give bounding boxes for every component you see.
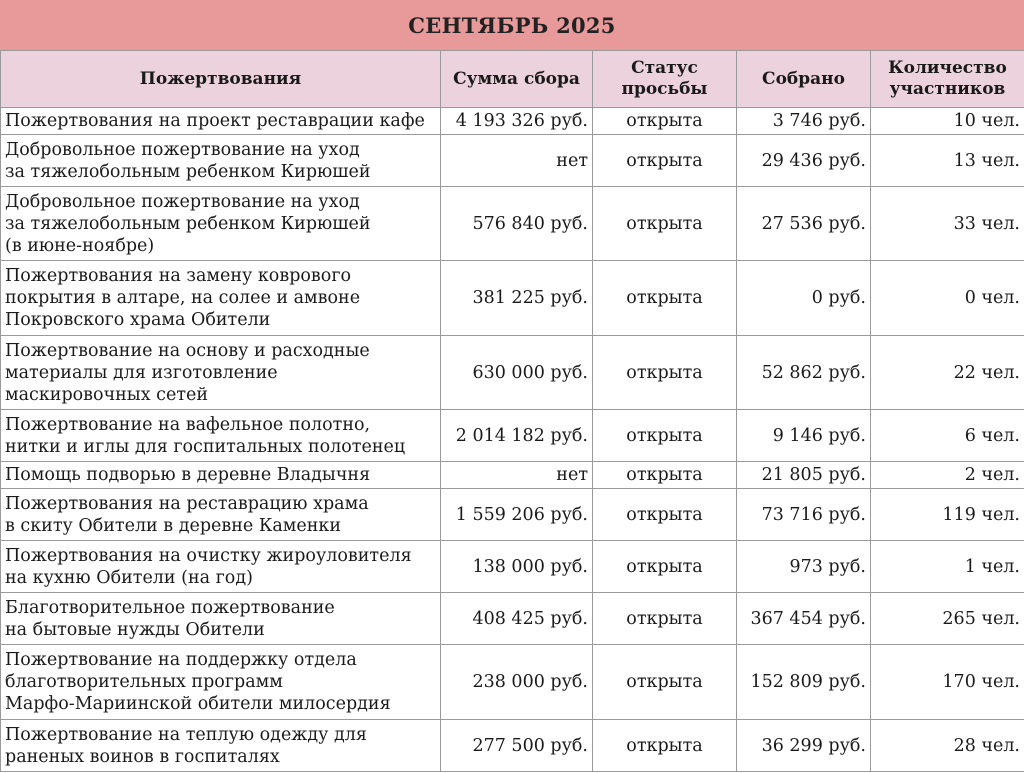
cell-name: Пожертвование на основу и расходные материалы для изготовление маскировочных сетей	[1, 336, 441, 410]
cell-status: открыта	[593, 462, 737, 489]
cell-participants: 0 чел.	[871, 261, 1024, 336]
cell-status: открыта	[593, 593, 737, 645]
cell-name: Добровольное пожертвование на уход за тяжелобольным ребенком Кирюшей (в июне-ноябре)	[1, 187, 441, 261]
header-collected: Собрано	[737, 51, 871, 108]
cell-participants: 6 чел.	[871, 410, 1024, 462]
cell-collected: 21 805 руб.	[737, 462, 871, 489]
table-row	[1, 410, 1024, 462]
table-row	[1, 593, 1024, 645]
cell-name: Пожертвования на очистку жироуловителя на кухню Обители (на год)	[1, 541, 441, 593]
header-row	[1, 51, 1024, 108]
header-goal: Сумма сбора	[441, 51, 593, 108]
cell-name: Пожертвование на поддержку отдела благотворительных программ Марфо-Мариинской обители милосердия	[1, 645, 441, 720]
header-status: Статус просьбы	[593, 51, 737, 108]
table-row	[1, 462, 1024, 489]
table-row	[1, 187, 1024, 261]
cell-name: Пожертвования на замену коврового покрытия в алтаре, на солее и амвоне Покровского храма Обители	[1, 261, 441, 336]
cell-participants: 28 чел.	[871, 720, 1024, 772]
cell-collected: 9 146 руб.	[737, 410, 871, 462]
cell-participants: 2 чел.	[871, 462, 1024, 489]
cell-collected: 36 299 руб.	[737, 720, 871, 772]
cell-participants: 170 чел.	[871, 645, 1024, 720]
cell-goal: 138 000 руб.	[441, 541, 593, 593]
cell-name: Пожертвования на реставрацию храма в скиту Обители в деревне Каменки	[1, 489, 441, 541]
cell-participants: 265 чел.	[871, 593, 1024, 645]
cell-status: открыта	[593, 108, 737, 135]
cell-status: открыта	[593, 187, 737, 261]
cell-participants: 10 чел.	[871, 108, 1024, 135]
cell-participants: 1 чел.	[871, 541, 1024, 593]
table-row	[1, 720, 1024, 772]
cell-collected: 152 809 руб.	[737, 645, 871, 720]
cell-status: открыта	[593, 135, 737, 187]
cell-status: открыта	[593, 261, 737, 336]
cell-name: Пожертвование на теплую одежду для раненых воинов в госпиталях	[1, 720, 441, 772]
table-row	[1, 108, 1024, 135]
cell-status: открыта	[593, 541, 737, 593]
page-title: СЕНТЯБРЬ 2025	[0, 0, 1024, 51]
table-row	[1, 541, 1024, 593]
cell-collected: 3 746 руб.	[737, 108, 871, 135]
cell-goal: 2 014 182 руб.	[441, 410, 593, 462]
header-name: Пожертвования	[1, 51, 441, 108]
cell-name: Пожертвования на проект реставрации кафе	[1, 108, 441, 135]
cell-status: открыта	[593, 720, 737, 772]
table-row	[1, 489, 1024, 541]
cell-status: открыта	[593, 645, 737, 720]
cell-collected: 29 436 руб.	[737, 135, 871, 187]
cell-goal: нет	[441, 462, 593, 489]
cell-participants: 33 чел.	[871, 187, 1024, 261]
donations-table	[0, 50, 1024, 772]
cell-collected: 973 руб.	[737, 541, 871, 593]
cell-participants: 13 чел.	[871, 135, 1024, 187]
cell-collected: 0 руб.	[737, 261, 871, 336]
cell-goal: 238 000 руб.	[441, 645, 593, 720]
table-row	[1, 261, 1024, 336]
cell-status: открыта	[593, 489, 737, 541]
cell-goal: 408 425 руб.	[441, 593, 593, 645]
table-row	[1, 135, 1024, 187]
cell-collected: 27 536 руб.	[737, 187, 871, 261]
cell-goal: нет	[441, 135, 593, 187]
cell-name: Добровольное пожертвование на уход за тяжелобольным ребенком Кирюшей	[1, 135, 441, 187]
cell-collected: 73 716 руб.	[737, 489, 871, 541]
cell-name: Помощь подворью в деревне Владычня	[1, 462, 441, 489]
cell-participants: 22 чел.	[871, 336, 1024, 410]
cell-goal: 630 000 руб.	[441, 336, 593, 410]
cell-goal: 576 840 руб.	[441, 187, 593, 261]
cell-goal: 4 193 326 руб.	[441, 108, 593, 135]
header-participants: Количество участников	[871, 51, 1024, 108]
table-row	[1, 336, 1024, 410]
cell-collected: 52 862 руб.	[737, 336, 871, 410]
cell-status: открыта	[593, 410, 737, 462]
cell-status: открыта	[593, 336, 737, 410]
cell-goal: 277 500 руб.	[441, 720, 593, 772]
cell-name: Благотворительное пожертвование на бытовые нужды Обители	[1, 593, 441, 645]
cell-collected: 367 454 руб.	[737, 593, 871, 645]
cell-goal: 1 559 206 руб.	[441, 489, 593, 541]
cell-goal: 381 225 руб.	[441, 261, 593, 336]
table-row	[1, 645, 1024, 720]
cell-name: Пожертвование на вафельное полотно, нитки и иглы для госпитальных полотенец	[1, 410, 441, 462]
cell-participants: 119 чел.	[871, 489, 1024, 541]
